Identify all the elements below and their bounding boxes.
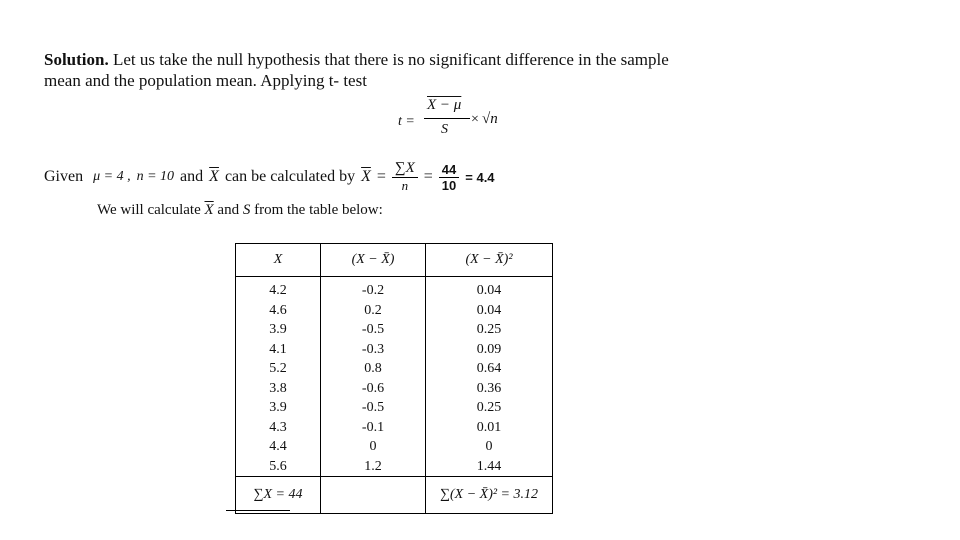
- sum-denominator: n: [401, 178, 409, 193]
- given-text: can be calculated by: [224, 168, 356, 185]
- formula-sqrt: √n: [482, 111, 498, 127]
- sum-fraction: [392, 160, 418, 194]
- cell-deviation: -0.1: [321, 418, 426, 438]
- cell-squared-deviation: 0: [426, 437, 553, 457]
- given-xbar-2: $\overline{X}$: [361, 168, 371, 185]
- cell-x: 5.2: [236, 359, 321, 379]
- cell-x: 4.1: [236, 340, 321, 360]
- formula-lhs: t =: [398, 114, 415, 129]
- cell-squared-deviation: 0.25: [426, 320, 553, 340]
- calc-and: and: [217, 202, 240, 218]
- underline-mark: [226, 510, 290, 511]
- cell-deviation: -0.3: [321, 340, 426, 360]
- cell-deviation: 0.2: [321, 301, 426, 321]
- solution-line-2: mean and the population mean. Applying t- test: [44, 71, 367, 90]
- cell-x: 4.2: [236, 277, 321, 301]
- calc-prefix: We will calculate: [97, 202, 201, 218]
- table-row: [236, 437, 553, 457]
- cell-x: 3.9: [236, 398, 321, 418]
- sum-middle-cell: [321, 477, 426, 514]
- table-row: [236, 320, 553, 340]
- cell-deviation: 1.2: [321, 457, 426, 477]
- table-row: [236, 418, 553, 438]
- data-table: [235, 243, 553, 514]
- cell-squared-deviation: 0.04: [426, 301, 553, 321]
- solution-paragraph: [44, 49, 669, 91]
- cell-squared-deviation: 0.36: [426, 379, 553, 399]
- cell-x: 3.9: [236, 320, 321, 340]
- value-fraction: [439, 162, 459, 193]
- table-row: [236, 277, 553, 301]
- header-x: X: [236, 244, 321, 277]
- value-denominator: 10: [441, 177, 457, 193]
- table-body: [236, 277, 553, 477]
- table-sum-row: [236, 477, 553, 514]
- calc-suffix: from the table below:: [254, 202, 383, 218]
- given-xbar: $\overline{X}$: [209, 168, 219, 185]
- table-row: [236, 398, 553, 418]
- table-header-row: [236, 244, 553, 277]
- sum-x-cell: ∑X = 44: [236, 477, 321, 514]
- cell-x: 5.6: [236, 457, 321, 477]
- formula-times: ×: [471, 112, 479, 127]
- given-line: [44, 160, 495, 194]
- given-eq-2: =: [423, 168, 433, 185]
- table-row: [236, 301, 553, 321]
- given-eq: =: [376, 168, 386, 185]
- sum-squared-cell: ∑(X − X̄)² = 3.12: [426, 477, 553, 514]
- solution-text-1: Let us take the null hypothesis that there is no significant difference in the sample: [108, 50, 669, 69]
- sum-numerator: ∑X: [392, 160, 418, 178]
- cell-x: 4.6: [236, 301, 321, 321]
- formula-numerator: X − μ: [427, 97, 462, 113]
- cell-squared-deviation: 0.09: [426, 340, 553, 360]
- cell-deviation: 0.8: [321, 359, 426, 379]
- given-prefix: Given: [44, 168, 84, 185]
- cell-squared-deviation: 0.64: [426, 359, 553, 379]
- cell-deviation: 0: [321, 437, 426, 457]
- calc-x: $\overline{X}$: [204, 202, 214, 218]
- calc-instruction: [97, 202, 383, 219]
- cell-squared-deviation: 0.04: [426, 277, 553, 301]
- header-squared-deviation: (X − X̄)²: [426, 244, 553, 277]
- calc-s: S: [242, 202, 251, 218]
- solution-line-1: [44, 49, 669, 70]
- given-mu: μ = 4 ,: [93, 169, 131, 184]
- given-result: = 4.4: [465, 169, 495, 185]
- given-and: and: [180, 168, 204, 185]
- value-numerator: 44: [439, 162, 459, 178]
- formula-denominator: S: [441, 122, 448, 137]
- cell-x: 4.4: [236, 437, 321, 457]
- given-n: n = 10: [136, 169, 175, 184]
- cell-deviation: -0.5: [321, 320, 426, 340]
- cell-squared-deviation: 0.01: [426, 418, 553, 438]
- cell-deviation: -0.6: [321, 379, 426, 399]
- solution-label: Solution.: [44, 50, 109, 69]
- formula-fraction-line: [424, 118, 470, 119]
- table-row: [236, 457, 553, 477]
- table-row: [236, 340, 553, 360]
- cell-deviation: -0.2: [321, 277, 426, 301]
- table-row: [236, 379, 553, 399]
- cell-deviation: -0.5: [321, 398, 426, 418]
- table-row: [236, 359, 553, 379]
- header-deviation: (X − X̄): [321, 244, 426, 277]
- cell-squared-deviation: 0.25: [426, 398, 553, 418]
- cell-squared-deviation: 1.44: [426, 457, 553, 477]
- cell-x: 3.8: [236, 379, 321, 399]
- cell-x: 4.3: [236, 418, 321, 438]
